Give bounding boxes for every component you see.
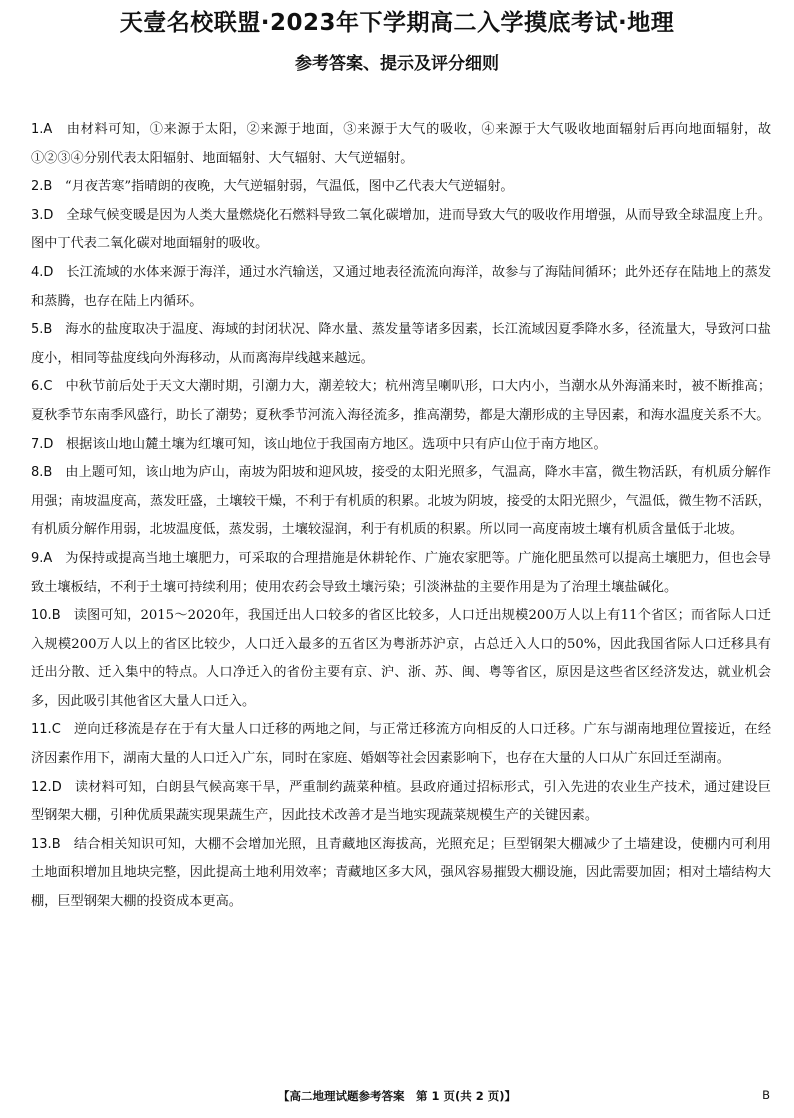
answer-choice: B [51, 608, 61, 624]
answer-choice: B [43, 465, 53, 481]
answer-item [31, 202, 771, 259]
document-subtitle: 参考答案、提示及评分细则 [295, 54, 499, 74]
answer-explanation: 逆向迁移流是存在于有大量人口迁移的两地之间，与正常迁移流方向相反的人口迁移。广东与湖南地理位置接近，在经济因素作用下，湖南大量的人口迁入广东，同时在家庭、婚姻等社会因素影响下，也存在大量的人口从广东回迁至湖南。 [31, 722, 772, 767]
answer-choice: A [43, 122, 53, 137]
document-title: 天壹名校联盟·2023年下学期高二入学摸底考试·地理 [119, 10, 675, 36]
answer-choice: C [43, 379, 53, 395]
question-number: 2. [31, 179, 44, 195]
answer-choice: B [51, 836, 61, 852]
answer-choice: C [51, 722, 61, 738]
answer-explanation: 中秋节前后处于天文大潮时期，引潮力大，潮差较大；杭州湾呈喇叭形，口大内小，当潮水从外海涌来时，被不断推高；夏秋季节东南季风盛行，助长了潮势；夏秋季节河流入海径流多，推高潮势，都是大潮形成的主导因素，和海水温度关系不大。 [31, 379, 772, 423]
question-number: 1. [31, 122, 44, 137]
answer-item [31, 774, 771, 831]
answer-item [31, 116, 771, 173]
answer-item [31, 431, 771, 460]
answer-item [31, 316, 771, 373]
answer-choice: D [43, 207, 54, 223]
answer-choice: B [43, 322, 53, 338]
question-number: 4. [31, 264, 44, 280]
answer-item [31, 459, 771, 545]
question-number: 6. [31, 379, 44, 395]
answer-choice: D [51, 779, 62, 795]
answer-explanation: 海水的盐度取决于温度、海域的封闭状况、降水量、蒸发量等诸多因素，长江流域因夏季降水多，径流量大，导致河口盐度小，相同等盐度线向外海移动，从而离海岸线越来越远。 [31, 322, 771, 366]
answer-explanation: 结合相关知识可知，大棚不会增加光照，且青藏地区海拔高，光照充足；巨型钢架大棚减少了土墙建设，使棚内可利用土地面积增加且地块完整，因此提高土地利用效率；青藏地区多大风，强风容易摧毁大棚设施，因此需要加固；相对土墙结构大棚，巨型钢架大棚的投资成本更高。 [31, 836, 771, 910]
answer-item [31, 545, 771, 602]
answer-explanation: 由上题可知，该山地为庐山，南坡为阳坡和迎风坡，接受的太阳光照多，气温高，降水丰富，微生物活跃，有机质分解作用强；南坡温度高，蒸发旺盛，土壤较干燥，不利于有机质的积累。北坡为阴坡，接受的太阳光照少，气温低，微生物不活跃，有机质分解作用弱，北坡温度低，蒸发弱，土壤较湿润，利于有机质的积累。所以同一高度南坡土壤有机质含量低于北坡。 [31, 465, 771, 538]
answer-explanation: 为保持或提高当地土壤肥力，可采取的合理措施是休耕轮作、广施农家肥等。广施化肥虽然可以提高土壤肥力，但也会导致土壤板结，不利于土壤可持续利用；使用农药会导致土壤污染；引淡淋盐的主要作用是为了治理土壤盐碱化。 [31, 550, 771, 595]
answer-choice: D [43, 264, 54, 280]
question-number: 9. [31, 550, 44, 566]
question-number: 13. [31, 836, 52, 852]
answer-explanation: 全球气候变暖是因为人类大量燃烧化石燃料导致二氧化碳增加，进而导致大气的吸收作用增强，从而导致全球温度上升。图中丁代表二氧化碳对地面辐射的吸收。 [31, 207, 772, 252]
answer-item [31, 831, 771, 917]
answer-item [31, 373, 771, 430]
answer-list [31, 116, 771, 917]
answer-explanation: 由材料可知，①来源于太阳，②来源于地面，③来源于大气的吸收，④来源于大气吸收地面辐射后再向地面辐射，故①②③④分别代表太阳辐射、地面辐射、大气辐射、大气逆辐射。 [31, 122, 772, 166]
answer-item [31, 173, 771, 202]
question-number: 7. [31, 436, 44, 452]
answer-explanation: “月夜苦寒”指晴朗的夜晚，大气逆辐射弱，气温低，图中乙代表大气逆辐射。 [64, 179, 514, 195]
answer-item [31, 602, 771, 716]
answer-explanation: 读图可知，2015～2020年，我国迁出人口较多的省区比较多，人口迁出规模200万人以上有11个省区；而省际人口迁入规模200万人以上的省区比较少，人口迁入最多的五省区为粤浙苏沪京，占总迁入人口的50%，因此我国省际人口迁移具有迁出分散、迁入集中的特点。人口净迁入的省份主要有京、沪、浙、苏、闽、粤等省区，原因是这些省区经济发达，就业机会多，因此吸引其他省区大量人口迁入。 [31, 608, 771, 709]
answer-item [31, 716, 771, 773]
question-number: 5. [31, 322, 44, 338]
question-number: 11. [31, 722, 52, 738]
answer-item [31, 259, 771, 316]
question-number: 12. [31, 779, 52, 795]
answer-explanation: 根据该山地山麓土壤为红壤可知，该山地位于我国南方地区。选项中只有庐山位于南方地区。 [66, 436, 607, 452]
page-footer: 【高二地理试题参考答案 第 1 页(共 2 页)】 [277, 1089, 517, 1103]
question-number: 10. [31, 608, 52, 624]
answer-explanation: 读材料可知，白朗县气候高寒干旱，严重制约蔬菜种植。县政府通过招标形式，引入先进的农业生产技术，通过建设巨型钢架大棚，引种优质果蔬实现果蔬生产，因此技术改善才是当地实现蔬菜规模生产的关键因素。 [31, 779, 771, 824]
question-number: 3. [31, 207, 44, 223]
answer-choice: A [43, 550, 53, 566]
answer-choice: D [43, 436, 54, 452]
answer-choice: B [43, 179, 53, 195]
answer-explanation: 长江流域的水体来源于海洋，通过水汽输送，又通过地表径流流向海洋，故参与了海陆间循环；此外还存在陆地上的蒸发和蒸腾，也存在陆上内循环。 [31, 264, 772, 309]
paper-version: B [762, 1088, 770, 1102]
question-number: 8. [31, 465, 44, 481]
